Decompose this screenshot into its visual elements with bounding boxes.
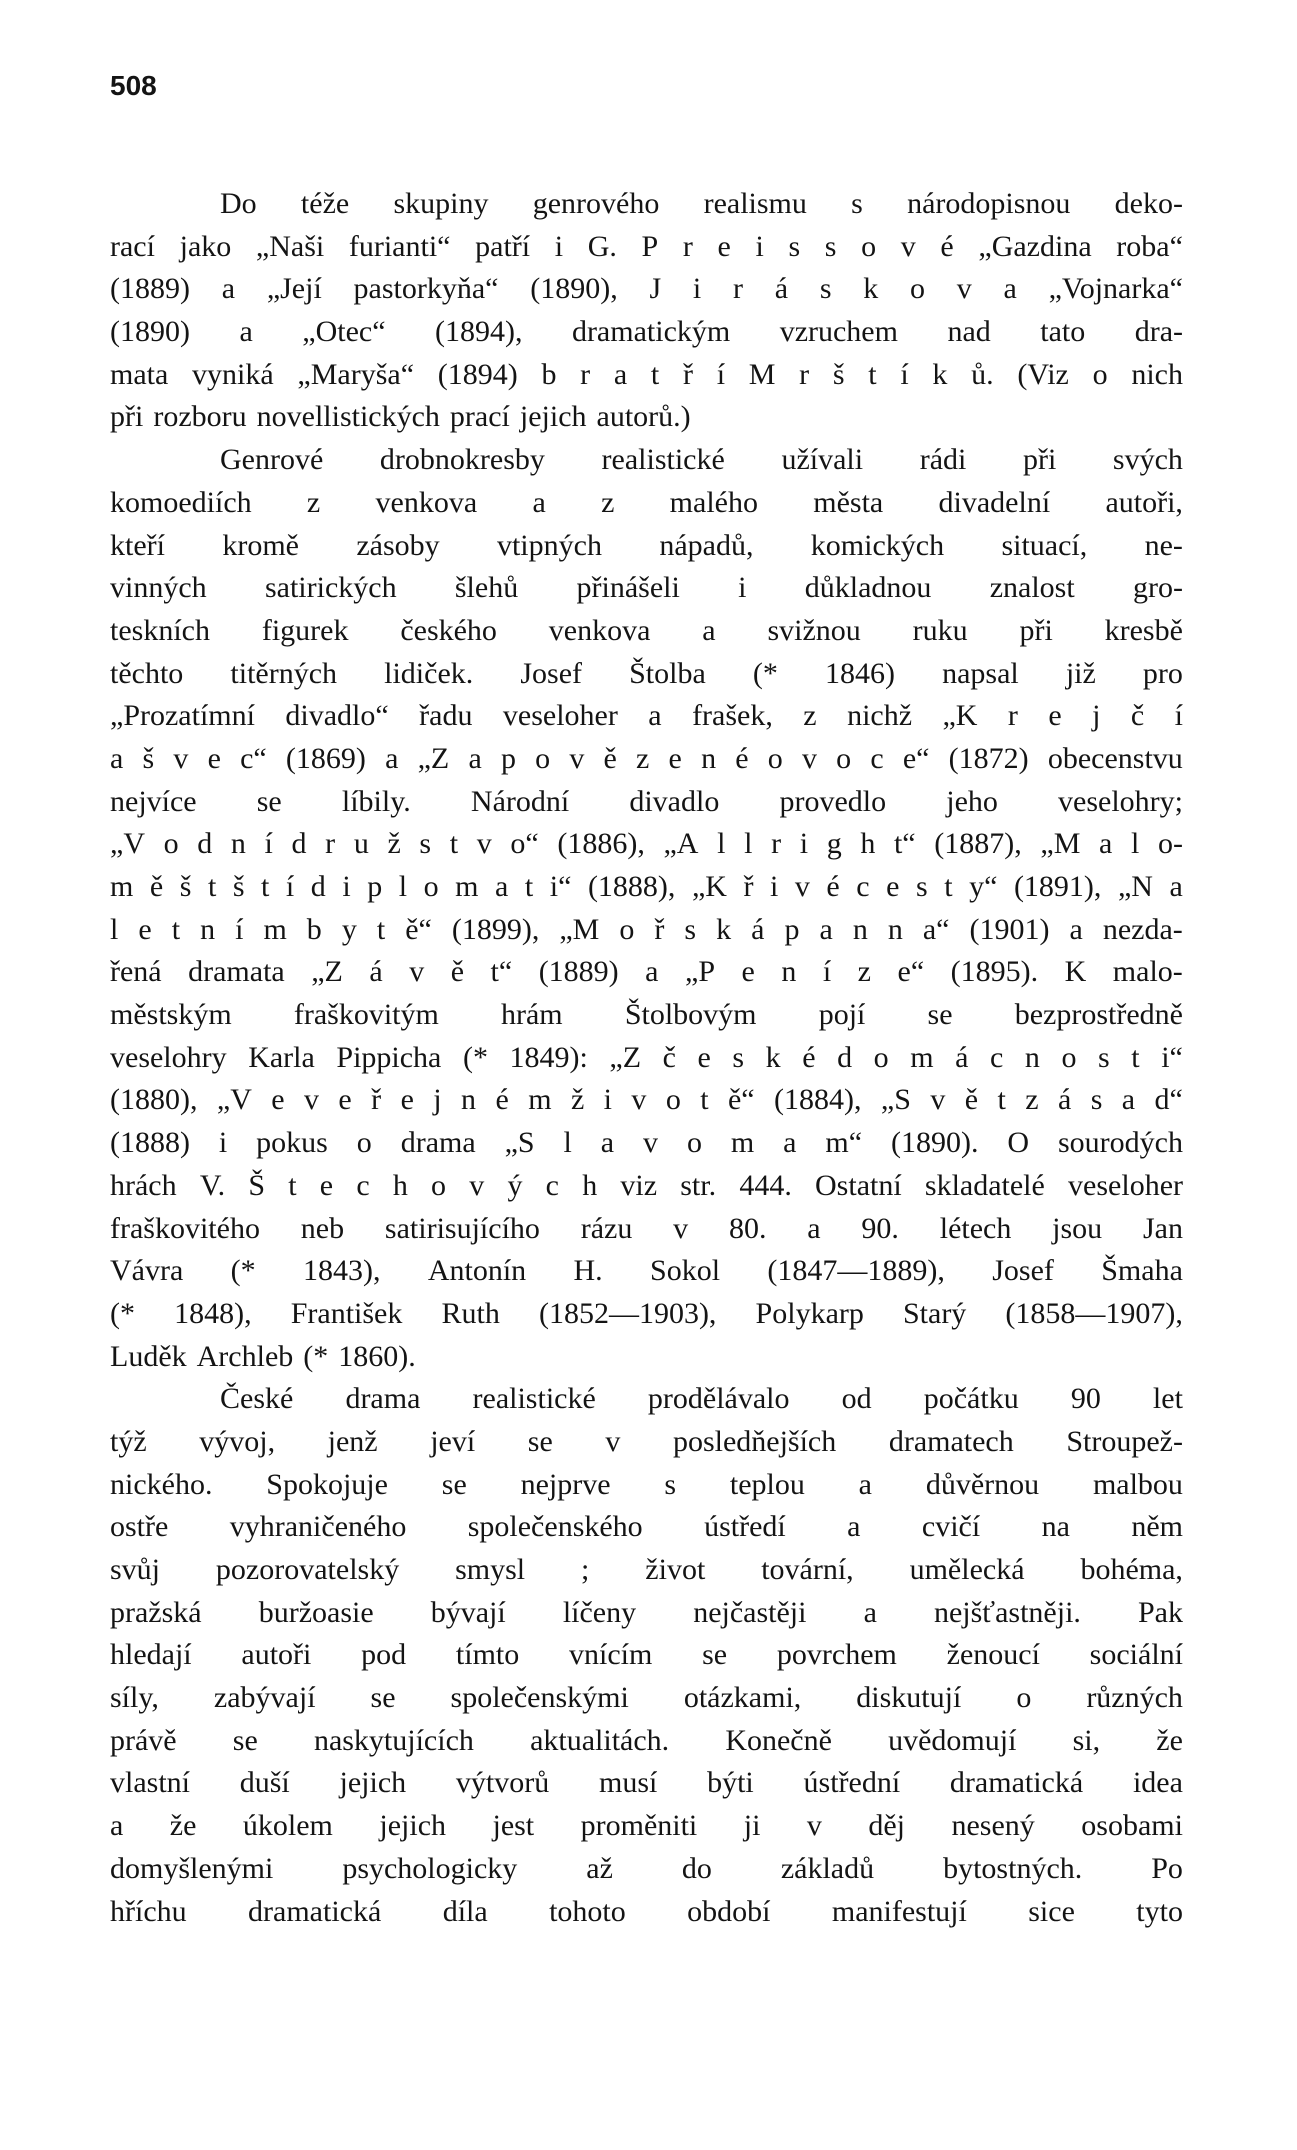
text-line: „V o d n í d r u ž s t v o“ (1886), „A l l r i g h t“ (1887), „M a l o- (110, 827, 1183, 861)
text-line: těchto titěrných lidiček. Josef Štolba (* 1846) napsal již pro (110, 656, 1183, 690)
text-line: a š v e c“ (1869) a „Z a p o v ě z e n é o v o c e“ (1872) obecenstvu (110, 741, 1183, 775)
text-line: Luděk Archleb (* 1860). (110, 1339, 416, 1373)
text-line: (* 1848), František Ruth (1852—1903), Polykarp Starý (1858—1907), (110, 1296, 1183, 1330)
text-line: kteří kromě zásoby vtipných nápadů, komických situací, ne- (110, 528, 1183, 562)
text-line: hrách V. Š t e c h o v ý c h viz str. 444. Ostatní skladatelé veseloher (110, 1168, 1183, 1202)
text-line: právě se naskytujících aktualitách. Konečně uvědomují si, že (110, 1723, 1183, 1757)
text-line: mata vyniká „Maryša“ (1894) b r a t ř í M r š t í k ů. (Viz o nich (110, 357, 1183, 391)
text-line: (1889) a „Její pastorkyňa“ (1890), J i r á s k o v a „Vojnarka“ (110, 272, 1183, 306)
text-line: Vávra (* 1843), Antonín H. Sokol (1847—1889), Josef Šmaha (110, 1254, 1183, 1288)
text-line: (1890) a „Otec“ (1894), dramatickým vzruchem nad tato dra- (110, 315, 1183, 349)
text-line: komoediích z venkova a z malého města divadelní autoři, (110, 485, 1183, 519)
text-line: pražská buržoasie bývají líčeny nejčastěji a nejšťastněji. Pak (110, 1595, 1183, 1629)
text-line: nického. Spokojuje se nejprve s teplou a důvěrnou malbou (110, 1467, 1183, 1501)
text-line: m ě š t š t í d i p l o m a t i“ (1888), „K ř i v é c e s t y“ (1891), „N a (110, 870, 1183, 903)
text-line: Genrové drobnokresby realistické užívali rádi při svých (220, 443, 1183, 477)
text-line: l e t n í m b y t ě“ (1899), „M o ř s k á p a n n a“ (1901) a nezda- (110, 912, 1183, 946)
text-line: vlastní duší jejich výtvorů musí býti ústřední dramatická idea (110, 1766, 1183, 1800)
text-line: (1888) i pokus o drama „S l a v o m a m“ (1890). O sourodých (110, 1126, 1183, 1160)
text-line: veselohry Karla Pippicha (* 1849): „Z č e s k é d o m á c n o s t i“ (110, 1040, 1183, 1074)
text-line: svůj pozorovatelský smysl ; život tovární, umělecká bohéma, (110, 1553, 1183, 1586)
text-line: fraškovitého neb satirisujícího rázu v 80. a 90. létech jsou Jan (110, 1211, 1183, 1245)
text-line: domyšlenými psychologicky až do základů bytostných. Po (110, 1851, 1183, 1885)
text-line: síly, zabývají se společenskými otázkami, diskutují o různých (110, 1681, 1183, 1715)
text-line: České drama realistické prodělávalo od počátku 90 let (220, 1382, 1183, 1416)
text-line: městským fraškovitým hrám Štolbovým pojí se bezprostředně (110, 998, 1183, 1032)
text-line: hledají autoři pod tímto vnícím se povrchem ženoucí sociální (110, 1638, 1183, 1672)
text-line: „Prozatímní divadlo“ řadu veseloher a frašek, z nichž „K r e j č í (110, 699, 1183, 733)
body-text (110, 183, 1183, 1933)
text-line: nejvíce se líbily. Národní divadlo provedlo jeho veselohry; (110, 784, 1183, 818)
text-line: (1880), „V e v e ř e j n é m ž i v o t ě“ (1884), „S v ě t z á s a d“ (110, 1083, 1183, 1117)
text-line: rací jako „Naši furianti“ patří i G. P r e i s s o v é „Gazdina roba“ (110, 229, 1183, 263)
text-line: teskních figurek českého venkova a svižnou ruku při kresbě (110, 613, 1183, 647)
text-line: a že úkolem jejich jest proměniti ji v děj nesený osobami (110, 1809, 1183, 1843)
text-line: při rozboru novellistických prací jejich autorů.) (110, 400, 691, 434)
text-line: Do téže skupiny genrového realismu s národopisnou deko- (220, 187, 1183, 220)
text-line: hříchu dramatická díla tohoto období manifestují sice tyto (110, 1894, 1183, 1928)
page-number: 508 (110, 70, 157, 101)
text-line: řená dramata „Z á v ě t“ (1889) a „P e n í z e“ (1895). K malo- (110, 955, 1183, 989)
text-line: ostře vyhraničeného společenského ústředí a cvičí na něm (110, 1510, 1183, 1544)
text-line: vinných satirických šlehů přinášeli i důkladnou znalost gro- (110, 571, 1183, 605)
text-line: týž vývoj, jenž jeví se v posledňejších dramatech Stroupež- (110, 1424, 1183, 1458)
